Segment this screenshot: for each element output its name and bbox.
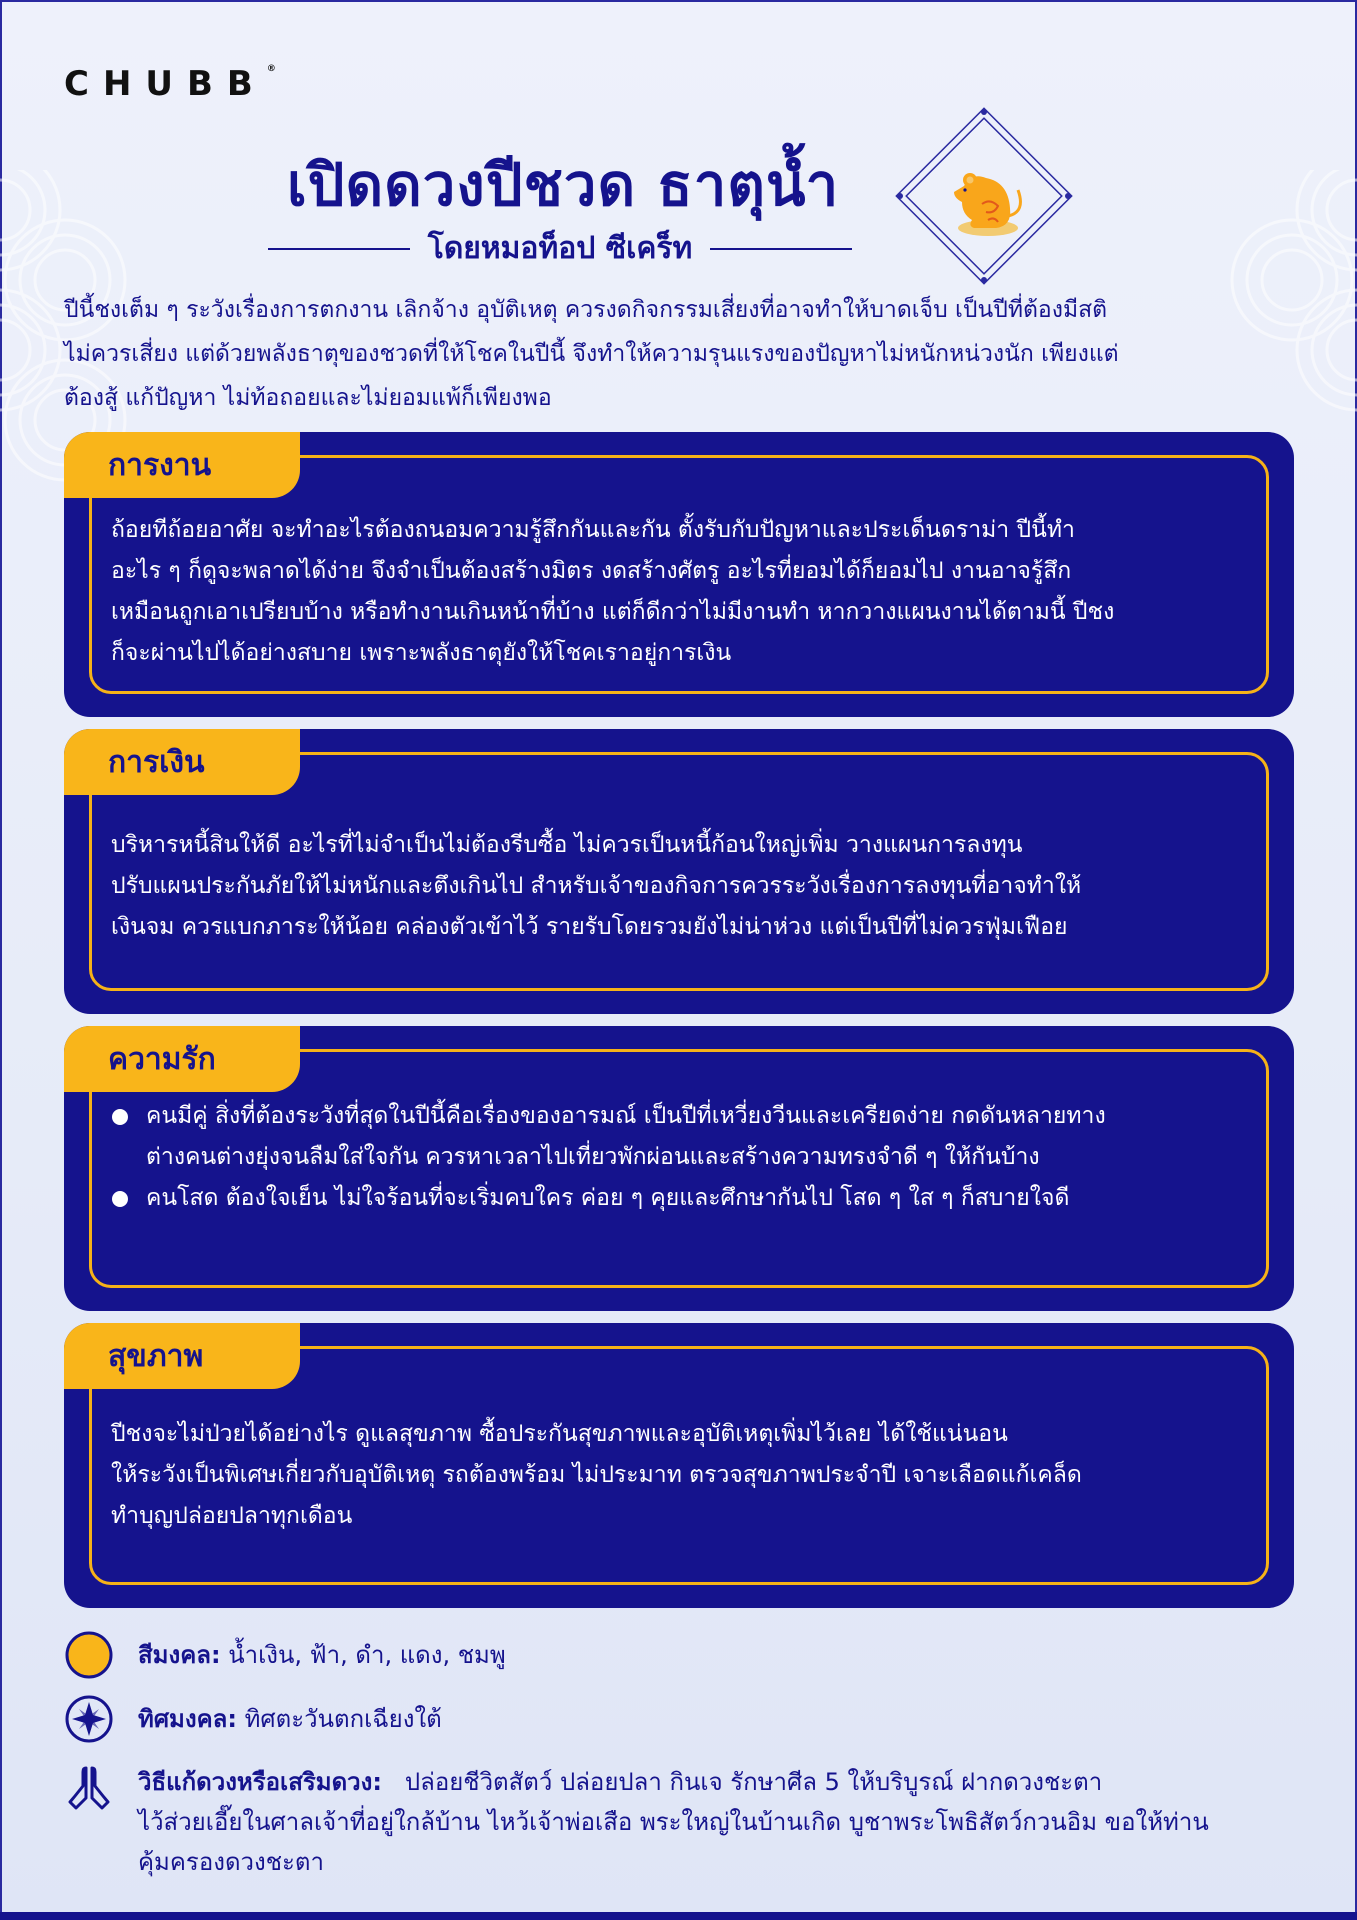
- work-line: เหมือนถูกเอาเปรียบบ้าง หรือทำงานเกินหน้าที่บ้าง แต่ก็ดีกว่าไม่มีงานทำ หากวางแผนงานได้ตามนี้ ปีชง: [111, 599, 1115, 625]
- health-line: ปีชงจะไม่ป่วยได้อย่างไร ดูแลสุขภาพ ซื้อประกันสุขภาพและอุบัติเหตุเพิ่มไว้เลย ได้ใช้แน่นอน: [111, 1421, 1008, 1447]
- finance-text: [111, 825, 1254, 948]
- compass-icon: [64, 1694, 114, 1744]
- finance-title: การเงิน: [64, 729, 300, 795]
- chubb-logo: CHUBB®: [64, 64, 276, 104]
- remedy-label: วิธีแก้ดวงหรือเสริมดวง:: [138, 1768, 382, 1796]
- lucky-direction-value: ทิศตะวันตกเฉียงใต้: [244, 1705, 442, 1733]
- health-title: สุขภาพ: [64, 1323, 300, 1389]
- work-line: อะไร ๆ ก็ดูจะพลาดได้ง่าย จึงจำเป็นต้องสร้างมิตร งดสร้างศัตรู อะไรที่ยอมได้ก็ยอมไป งานอาจรู้สึก: [111, 558, 1072, 584]
- health-text: [111, 1414, 1254, 1537]
- remedy-line: ไว้ส่วยเอี๊ยในศาลเจ้าที่อยู่ใกล้บ้าน ไหว้เจ้าพ่อเสือ พระใหญ่ในบ้านเกิด บูชาพระโพธิสัตว์กวนอิม ขอให้ท่าน: [138, 1808, 1209, 1836]
- bullet-dot: [112, 1191, 128, 1207]
- praying-hands-icon: [64, 1762, 114, 1812]
- intro-line: ไม่ควรเสี่ยง แต่ด้วยพลังธาตุของชวดที่ให้โชคในปีนี้ จึงทำให้ความรุนแรงของปัญหาไม่หนักหน่วงนัก เพียงแต่: [64, 341, 1119, 367]
- health-line: ทำบุญปล่อยปลาทุกเดือน: [111, 1503, 353, 1529]
- love-bullet-couples: [108, 1096, 1264, 1178]
- work-line: ถ้อยทีถ้อยอาศัย จะทำอะไรต้องถนอมความรู้สึกกันและกัน ตั้งรับกับปัญหาและประเด็นดราม่า ปีนี้ทำ: [111, 517, 1075, 543]
- finance-line: ปรับแผนประกันภัยให้ไม่หนักและตึงเกินไป สำหรับเจ้าของกิจการควรระวังเรื่องการลงทุนที่อาจทำให้: [111, 873, 1082, 899]
- lucky-color-label: สีมงคล:: [138, 1641, 221, 1669]
- subtitle-rule-left: [268, 248, 410, 250]
- love-text: [108, 1096, 1264, 1219]
- bottom-bar: [0, 1912, 1357, 1920]
- subtitle-row: [268, 225, 852, 272]
- work-text: [111, 510, 1254, 674]
- finance-line: บริหารหนี้สินให้ดี อะไรที่ไม่จำเป็นไม่ต้องรีบซื้อ ไม่ควรเป็นหนี้ก้อนใหญ่เพิ่ม วางแผนการลงทุน: [111, 832, 1023, 858]
- health-line: ให้ระวังเป็นพิเศษเกี่ยวกับอุบัติเหตุ รถต้องพร้อม ไม่ประมาท ตรวจสุขภาพประจำปี เจาะเลือดแก้เคล็ด: [111, 1462, 1082, 1488]
- finance-card: [64, 729, 1294, 1014]
- page-subtitle: โดยหมอท็อป ซีเคร็ท: [427, 231, 693, 266]
- subtitle-rule-right: [710, 248, 852, 250]
- page-title: เปิดดวงปีชวด ธาตุน้ำ: [286, 151, 840, 219]
- work-line: ก็จะผ่านไปได้อย่างสบาย เพราะพลังธาตุยังให้โชคเราอยู่การเงิน: [111, 640, 732, 666]
- lucky-color-value: น้ำเงิน, ฟ้า, ดำ, แดง, ชมพู: [228, 1641, 506, 1669]
- health-card: [64, 1323, 1294, 1608]
- bullet-dot: [112, 1109, 128, 1125]
- lucky-color-row: [64, 1630, 506, 1680]
- intro-paragraph: [64, 288, 1304, 420]
- intro-line: ต้องสู้ แก้ปัญหา ไม่ท้อถอยและไม่ยอมแพ้ก็เพียงพอ: [64, 385, 552, 411]
- remedy-line: คุ้มครองดวงชะตา: [138, 1848, 324, 1876]
- love-line: คนมีคู่ สิ่งที่ต้องระวังที่สุดในปีนี้คือเรื่องของอารมณ์ เป็นปีที่เหวี่ยงวีนและเครียดง่าย กดดันหลายทาง: [146, 1103, 1106, 1129]
- remedy-line: ปล่อยชีวิตสัตว์ ปล่อยปลา กินเจ รักษาศีล 5 ให้บริบูรณ์ ฝากดวงชะตา: [404, 1768, 1103, 1796]
- lucky-color-circle-icon: [64, 1630, 114, 1680]
- remedy-row: [64, 1762, 1298, 1882]
- work-title: การงาน: [64, 432, 300, 498]
- love-line: ต่างคนต่างยุ่งจนลืมใส่ใจกัน ควรหาเวลาไปเที่ยวพักผ่อนและสร้างความทรงจำดี ๆ ให้กันบ้าง: [146, 1144, 1040, 1170]
- intro-line: ปีนี้ชงเต็ม ๆ ระวังเรื่องการตกงาน เลิกจ้าง อุบัติเหตุ ควรงดกิจกรรมเสี่ยงที่อาจทำให้บาดเจ็บ เป็นปีที่ต้องมีสติ: [64, 297, 1108, 323]
- love-line: คนโสด ต้องใจเย็น ไม่ใจร้อนที่จะเริ่มคบใคร ค่อย ๆ คุยและศึกษากันไป โสด ๆ ใส ๆ ก็สบายใจดี: [146, 1185, 1070, 1211]
- love-bullet-singles: [108, 1178, 1264, 1219]
- love-card: [64, 1026, 1294, 1311]
- love-title: ความรัก: [64, 1026, 300, 1092]
- lucky-direction-label: ทิศมงคล:: [138, 1705, 237, 1733]
- lucky-direction-row: [64, 1694, 442, 1744]
- work-card: [64, 432, 1294, 717]
- finance-line: เงินจม ควรแบกภาระให้น้อย คล่องตัวเข้าไว้ รายรับโดยรวมยังไม่น่าห่วง แต่เป็นปีที่ไม่ควรฟุ่มเฟือย: [111, 914, 1068, 940]
- rat-zodiac-icon: [892, 104, 1076, 288]
